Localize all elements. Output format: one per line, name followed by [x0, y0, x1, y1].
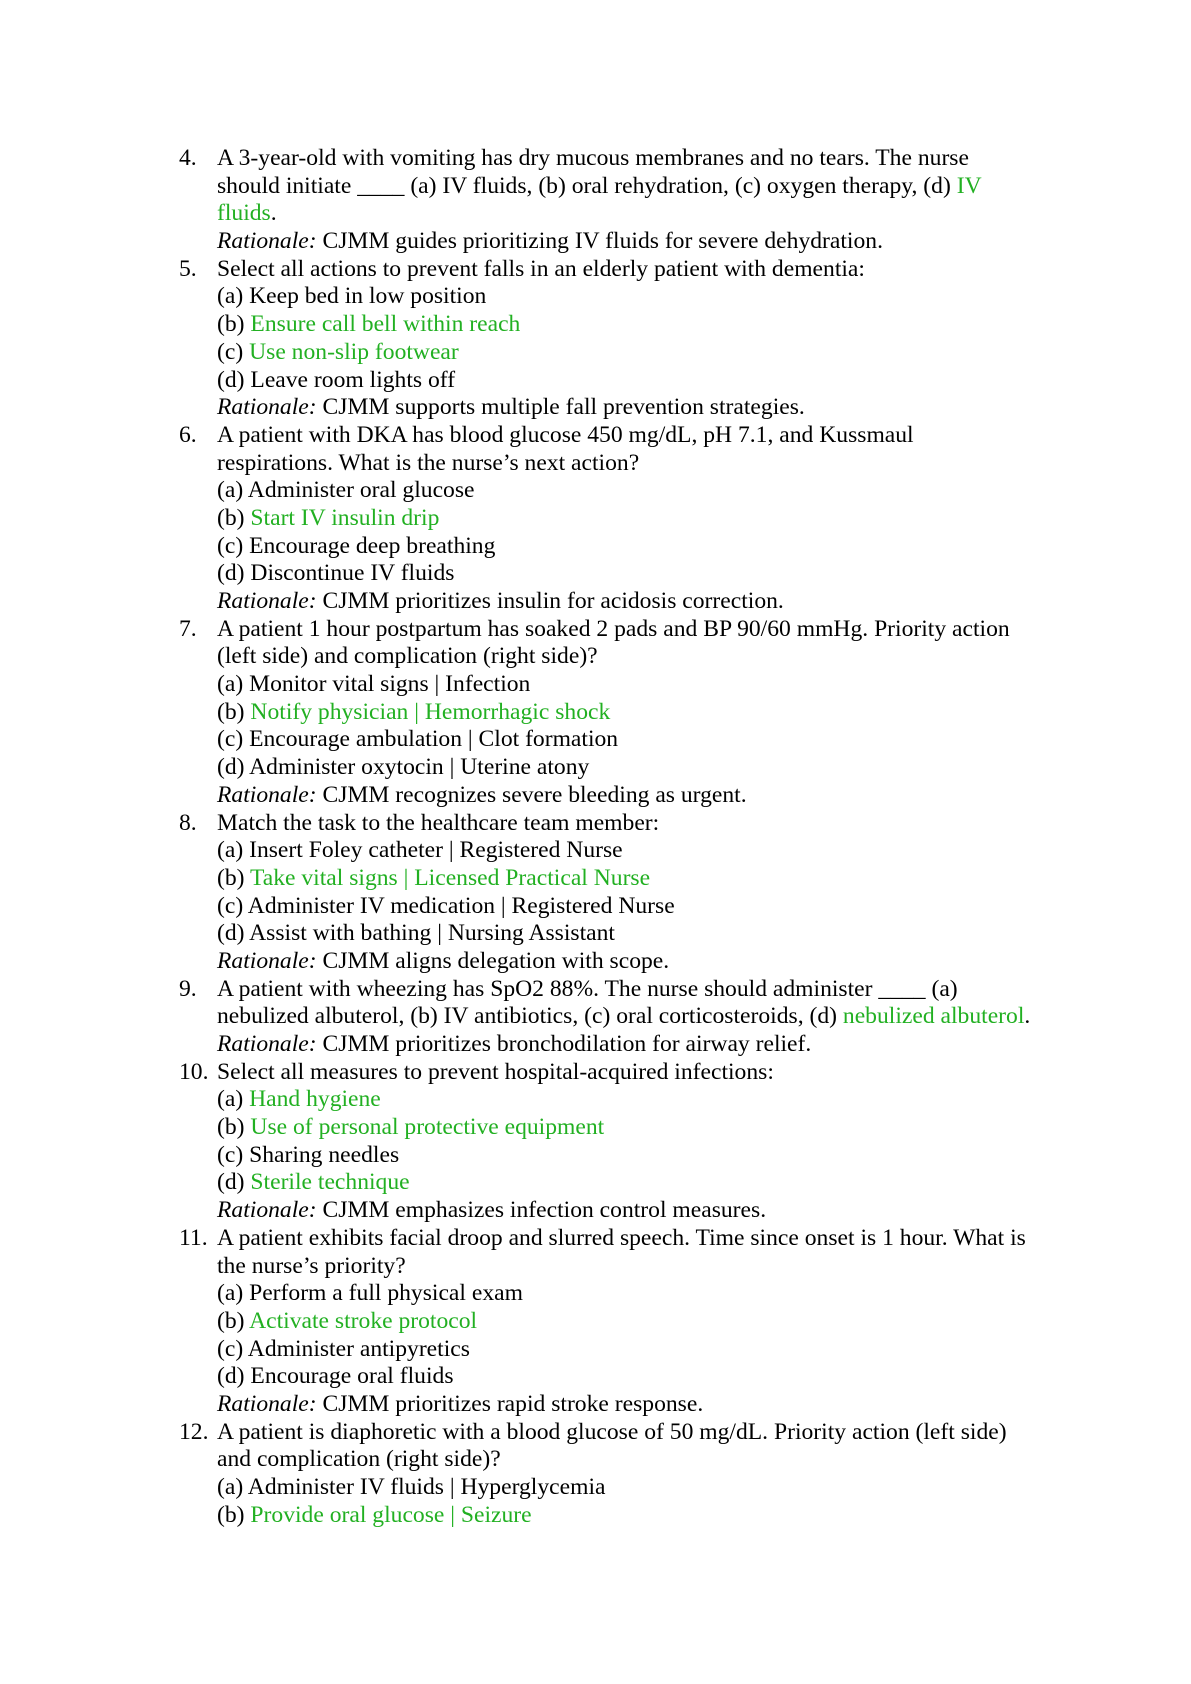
question-line [217, 976, 1079, 1004]
question-line [217, 699, 1079, 727]
question-line [217, 1225, 1079, 1253]
question-text: (b) [217, 1501, 251, 1528]
question-text: and complication (right side)? [217, 1446, 501, 1473]
question-line [217, 893, 1079, 921]
rationale-text: CJMM supports multiple fall prevention strategies. [322, 394, 805, 421]
question-line [217, 200, 1079, 228]
question-text: (b) [217, 698, 251, 725]
correct-answer-text: Start IV insulin drip [250, 504, 440, 531]
question-line [217, 726, 1079, 754]
correct-answer-text: Hand hygiene [249, 1086, 381, 1113]
question-number: 12. [179, 1418, 209, 1445]
question-line [217, 505, 1079, 533]
question-text: nebulized albuterol, (b) IV antibiotics, (c) oral corticosteroids, (d) [217, 1003, 843, 1030]
question-text: A patient with wheezing has SpO2 88%. The nurse should administer ____ (a) [217, 975, 958, 1002]
correct-answer-text: nebulized albuterol [842, 1003, 1025, 1030]
correct-answer-text: Provide oral glucose | Seizure [250, 1501, 532, 1528]
question-line [217, 256, 1079, 284]
question-text: A patient exhibits facial droop and slurred speech. Time since onset is 1 hour. What is [217, 1224, 1026, 1251]
question-number: 10. [179, 1058, 209, 1085]
question-text: (c) Administer antipyretics [217, 1335, 470, 1362]
question-line [217, 283, 1079, 311]
question-item [179, 1419, 1079, 1530]
question-text: (a) Administer IV fluids | Hyperglycemia [217, 1474, 606, 1500]
rationale-line [217, 394, 1079, 422]
rationale-text: CJMM aligns delegation with scope. [322, 947, 670, 974]
correct-answer-text: Ensure call bell within reach [250, 311, 521, 338]
question-text: (d) [217, 1169, 251, 1196]
question-number: 9. [179, 975, 197, 1002]
rationale-label: Rationale: [217, 947, 317, 974]
question-text: . [270, 200, 277, 227]
question-line [217, 1169, 1079, 1197]
question-line [217, 145, 1079, 173]
question-item [179, 422, 1079, 616]
correct-answer-text: Sterile technique [250, 1169, 410, 1196]
correct-answer-text: fluids [217, 200, 271, 227]
question-text: Select all actions to prevent falls in an elderly patient with dementia: [217, 255, 865, 282]
question-line [217, 339, 1079, 367]
rationale-label: Rationale: [217, 588, 317, 614]
rationale-text: CJMM prioritizes rapid stroke response. [322, 1390, 704, 1417]
question-text: (a) Perform a full physical exam [217, 1280, 523, 1307]
question-text: (c) Encourage deep breathing [217, 532, 496, 559]
rationale-label: Rationale: [217, 228, 317, 255]
question-line [217, 1308, 1079, 1336]
question-text: (a) Monitor vital signs | Infection [217, 671, 531, 698]
question-text: (c) Sharing needles [217, 1141, 400, 1168]
question-line [217, 1086, 1079, 1114]
question-line [217, 422, 1079, 450]
question-text: (d) Encourage oral fluids [217, 1363, 454, 1390]
question-text: (a) Insert Foley catheter | Registered Nurse [217, 837, 623, 864]
question-text: (b) [217, 864, 250, 891]
question-item [179, 810, 1079, 976]
question-text: (c) Administer IV medication | Registered Nurse [217, 892, 675, 919]
question-line [217, 616, 1079, 644]
question-line [217, 837, 1079, 865]
rationale-text: CJMM prioritizes bronchodilation for airway relief. [322, 1031, 812, 1057]
question-line [217, 671, 1079, 699]
question-text: (b) [217, 1307, 250, 1334]
question-text: A patient 1 hour postpartum has soaked 2 pads and BP 90/60 mmHg. Priority action [217, 615, 1010, 642]
rationale-text: CJMM emphasizes infection control measures. [322, 1197, 767, 1224]
question-item [179, 1059, 1079, 1225]
question-line [217, 173, 1079, 201]
question-line [217, 1003, 1079, 1031]
rationale-text: CJMM recognizes severe bleeding as urgent. [322, 781, 747, 808]
question-line [217, 1280, 1079, 1308]
rationale-line [217, 1391, 1079, 1419]
rationale-line [217, 588, 1079, 616]
question-line [217, 1253, 1079, 1281]
rationale-label: Rationale: [217, 1197, 317, 1224]
question-line [217, 1474, 1079, 1502]
question-number: 11. [179, 1224, 208, 1251]
question-line [217, 1336, 1079, 1364]
question-text: (c) Encourage ambulation | Clot formation [217, 726, 619, 753]
question-text: (d) Discontinue IV fluids [217, 560, 455, 587]
rationale-line [217, 228, 1079, 256]
question-line [217, 1419, 1079, 1447]
question-text: . [1024, 1003, 1031, 1030]
question-text: (b) [217, 504, 251, 531]
question-line [217, 643, 1079, 671]
rationale-line [217, 1197, 1079, 1225]
question-line [217, 1502, 1079, 1530]
correct-answer-text: Notify physician | Hemorrhagic shock [250, 698, 611, 725]
rationale-label: Rationale: [217, 1390, 317, 1417]
question-text: Select all measures to prevent hospital-acquired infections: [217, 1058, 774, 1085]
question-text: (b) [217, 1114, 251, 1141]
question-number: 8. [179, 809, 197, 836]
question-line [217, 367, 1079, 395]
correct-answer-text: Activate stroke protocol [249, 1307, 478, 1334]
question-text: (a) Administer oral glucose [217, 477, 475, 504]
question-line [217, 477, 1079, 505]
question-line [217, 450, 1079, 478]
question-text: (d) Administer oxytocin | Uterine atony [217, 754, 590, 781]
question-text: A patient with DKA has blood glucose 450 mg/dL, pH 7.1, and Kussmaul [217, 421, 914, 448]
question-line [217, 1446, 1079, 1474]
question-text: (d) Leave room lights off [217, 366, 456, 393]
question-text: Match the task to the healthcare team member: [217, 809, 660, 836]
rationale-label: Rationale: [217, 394, 317, 421]
question-line [217, 533, 1079, 561]
question-number: 7. [179, 615, 197, 642]
question-line [217, 311, 1079, 339]
question-text: A 3-year-old with vomiting has dry mucous membranes and no tears. The nurse [217, 145, 969, 171]
question-text: should initiate ____ (a) IV fluids, (b) oral rehydration, (c) oxygen therapy, (d) [217, 172, 957, 199]
rationale-label: Rationale: [217, 1031, 317, 1057]
correct-answer-text: IV [956, 172, 982, 199]
question-line [217, 1142, 1079, 1170]
question-item [179, 1225, 1079, 1419]
question-text: (b) [217, 311, 251, 338]
question-text: (c) [217, 338, 250, 365]
question-line [217, 1114, 1079, 1142]
rationale-text: CJMM prioritizes insulin for acidosis correction. [322, 588, 784, 614]
question-line [217, 560, 1079, 588]
question-line [217, 920, 1079, 948]
question-item [179, 145, 1079, 256]
question-text: (left side) and complication (right side)? [217, 643, 598, 670]
rationale-line [217, 948, 1079, 976]
question-item [179, 976, 1079, 1059]
question-text: (a) [217, 1086, 250, 1113]
question-item [179, 256, 1079, 422]
question-line [217, 1059, 1079, 1087]
correct-answer-text: Take vital signs | Licensed Practical Nurse [249, 864, 651, 891]
rationale-line [217, 1031, 1079, 1059]
question-line [217, 865, 1079, 893]
question-line [217, 754, 1079, 782]
rationale-text: CJMM guides prioritizing IV fluids for severe dehydration. [322, 228, 883, 255]
rationale-label: Rationale: [217, 781, 317, 808]
question-text: A patient is diaphoretic with a blood glucose of 50 mg/dL. Priority action (left side) [217, 1418, 1007, 1445]
question-text: (a) Keep bed in low position [217, 283, 487, 310]
question-number: 4. [179, 145, 197, 171]
question-item [179, 616, 1079, 810]
question-number: 5. [179, 255, 197, 282]
question-list [179, 145, 1079, 1529]
question-number: 6. [179, 421, 197, 448]
question-line [217, 1363, 1079, 1391]
correct-answer-text: Use of personal protective equipment [250, 1114, 605, 1141]
question-text: respirations. What is the nurse’s next action? [217, 449, 640, 476]
rationale-line [217, 782, 1079, 810]
question-line [217, 810, 1079, 838]
question-text: the nurse’s priority? [217, 1252, 406, 1279]
correct-answer-text: Use non-slip footwear [249, 338, 459, 365]
question-text: (d) Assist with bathing | Nursing Assistant [217, 920, 615, 947]
